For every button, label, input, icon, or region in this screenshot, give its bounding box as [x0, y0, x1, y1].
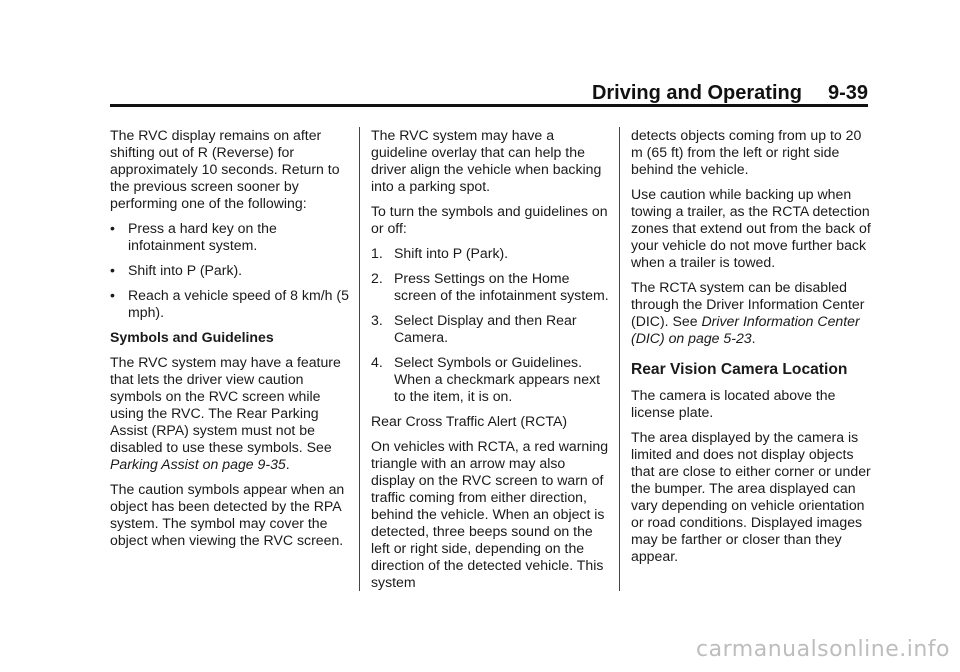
paragraph-text: The RVC system may have a feature that lets the driver view caution symbols on the RVC screen while using the RVC. The Rear Parking Assist (RPA) system must not be disabled to use these symbols. See	[110, 354, 341, 455]
step-text: Select Symbols or Guidelines. When a checkmark appears next to the item, it is on.	[394, 354, 601, 404]
column-divider	[359, 127, 360, 591]
step-number: 1.	[371, 245, 383, 261]
bullet-text: Press a hard key on the infotainment system.	[128, 220, 277, 253]
step-item	[371, 312, 611, 346]
paragraph: To turn the symbols and guidelines on or off:	[371, 203, 608, 236]
column-3	[631, 127, 871, 573]
paragraph: The RVC system may have a guideline overlay that can help the driver align the vehicle when backing into a parking spot.	[371, 127, 602, 194]
bullet-icon: •	[110, 262, 115, 278]
step-text: Shift into P (Park).	[394, 245, 509, 261]
column-2	[371, 127, 611, 599]
step-number: 4.	[371, 354, 383, 370]
paragraph-end: .	[285, 456, 290, 472]
section-heading: Rear Vision Camera Location	[631, 361, 848, 378]
step-text: Select Display and then Rear Camera.	[394, 312, 577, 345]
subheading: Symbols and Guidelines	[110, 329, 274, 345]
page-header	[110, 82, 868, 106]
paragraph: detects objects coming from up to 20 m (65 ft) from the left or right side behind the vehicle.	[631, 127, 862, 177]
bullet-item	[110, 262, 350, 279]
cross-reference-link[interactable]: Parking Assist on page 9-35	[110, 456, 286, 472]
bullet-item	[110, 220, 350, 254]
paragraph: The camera is located above the license plate.	[631, 387, 836, 420]
subheading: Rear Cross Traffic Alert (RCTA)	[371, 413, 568, 429]
column-1	[110, 127, 350, 557]
paragraph: The area displayed by the camera is limited and does not display objects that are close to either corner or under the bumper. The area displayed can vary depending on vehicle orientation or road conditions. Displayed images may be farther or closer than they appear.	[631, 429, 871, 564]
paragraph: On vehicles with RCTA, a red warning triangle with an arrow may also display on the RVC screen to warn of traffic coming from either direction, behind the vehicle. When an object is detected, three beeps sound on the left or right side, depending on the direction of the detected vehicle. This system	[371, 438, 609, 590]
cross-reference-link[interactable]: Driver Information Center (DIC) on page 5-23	[631, 313, 860, 346]
paragraph: The RVC display remains on after shifting out of R (Reverse) for approximately 10 seconds. Return to the previous screen sooner by performing one of the following:	[110, 127, 340, 211]
step-number: 2.	[371, 270, 383, 286]
step-item	[371, 270, 611, 304]
page-number: 9-39	[827, 82, 868, 104]
bullet-item	[110, 287, 350, 321]
paragraph	[631, 279, 871, 347]
paragraph: Use caution while backing up when towing a trailer, as the RCTA detection zones that extend out from the back of your vehicle do not move further back when a trailer is towed.	[631, 186, 871, 270]
step-number: 3.	[371, 312, 383, 328]
column-divider	[619, 127, 620, 591]
paragraph-end: .	[751, 330, 756, 346]
bullet-icon: •	[110, 287, 115, 303]
paragraph	[110, 354, 350, 473]
watermark: carmanualsonline.info	[696, 637, 950, 662]
step-item	[371, 245, 611, 262]
bullet-text: Shift into P (Park).	[128, 262, 243, 278]
bullet-icon: •	[110, 220, 115, 236]
bullet-text: Reach a vehicle speed of 8 km/h (5 mph).	[128, 287, 349, 320]
step-item	[371, 354, 611, 405]
paragraph-text: The RCTA system can be disabled through the Driver Information Center (DIC). See	[631, 279, 865, 329]
header-rule	[110, 104, 868, 107]
paragraph: The caution symbols appear when an object has been detected by the RPA system. The symbol may cover the object when viewing the RVC screen.	[110, 481, 345, 548]
section-title: Driving and Operating	[591, 82, 802, 104]
step-text: Press Settings on the Home screen of the infotainment system.	[394, 270, 609, 303]
